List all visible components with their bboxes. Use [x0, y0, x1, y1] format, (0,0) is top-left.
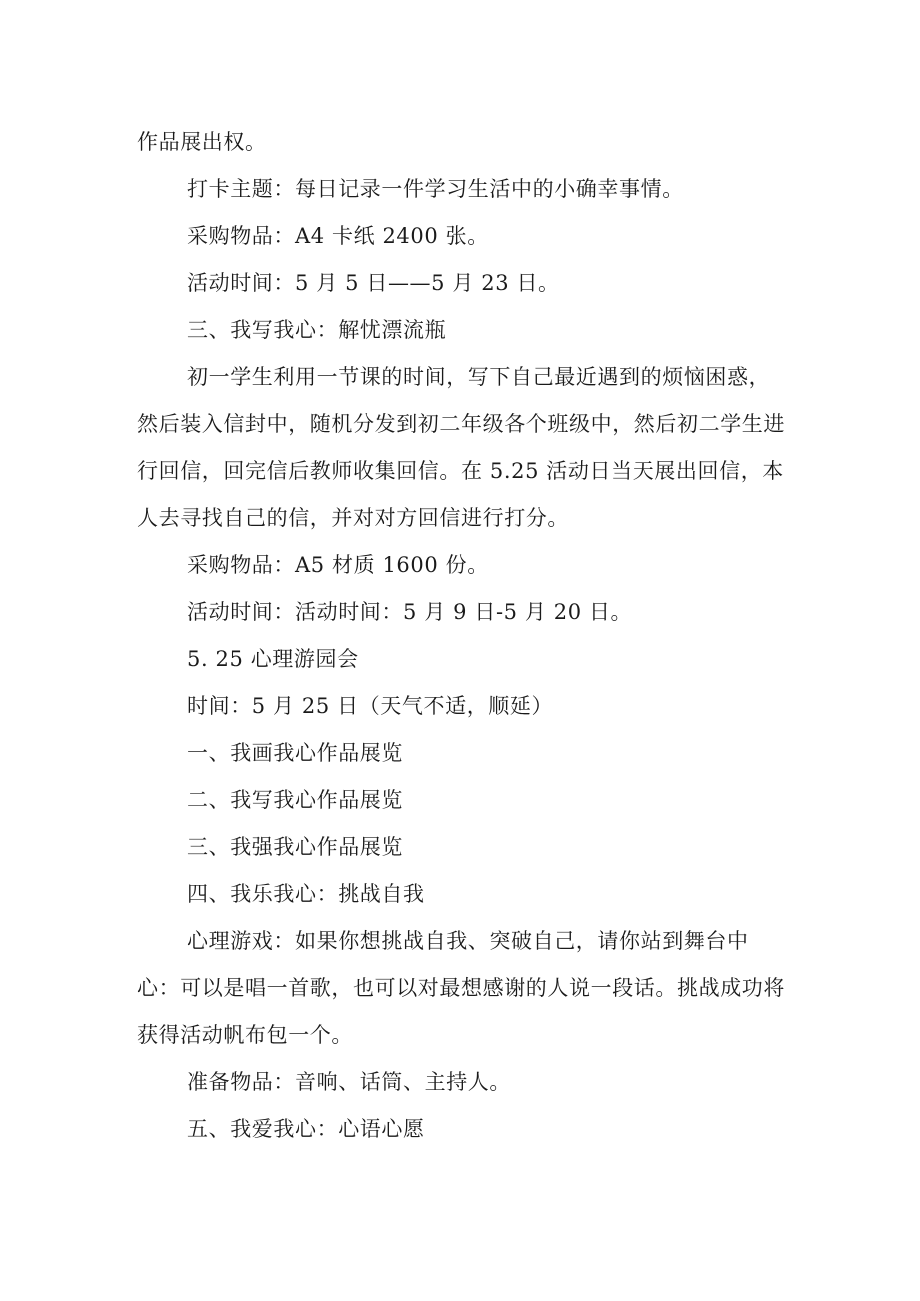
list-item-write-exhibition: 二、我写我心作品展览 — [187, 788, 403, 812]
list-item-draw-exhibition: 一、我画我心作品展览 — [187, 741, 403, 765]
text-line-purchase-a4: 采购物品：A4 卡纸 2400 张。 — [187, 224, 489, 248]
text-line-time-may5-23: 活动时间：5 月 5 日——5 月 23 日。 — [187, 271, 560, 295]
text-line-time-may25: 时间：5 月 25 日（天气不适，顺延） — [187, 694, 554, 718]
heading-garden-party: 5. 25 心理游园会 — [187, 647, 359, 671]
heading-write-my-heart: 三、我写我心：解忧漂流瓶 — [187, 318, 447, 342]
text-line-prepare-items: 准备物品：音响、话筒、主持人。 — [187, 1070, 511, 1094]
paragraph-drift-bottle: 初一学生利用一节课的时间，写下自己最近遇到的烦恼困惑，然后装入信封中，随机分发到初二年级各个班级中，然后初二学生进行回信，回完信后教师收集回信。在 5.25 活动日当天展出回信，本人去寻找自己的信，并对对方回信进行打分。 — [137, 365, 785, 530]
text-line-time-may9-20: 活动时间：活动时间：5 月 9 日-5 月 20 日。 — [187, 600, 633, 624]
text-line-checkin-theme: 打卡主题：每日记录一件学习生活中的小确幸事情。 — [187, 177, 684, 201]
text-line-purchase-a5: 采购物品：A5 材质 1600 份。 — [187, 553, 489, 577]
heading-love-my-heart: 五、我爱我心：心语心愿 — [187, 1117, 425, 1141]
list-item-strong-exhibition: 三、我强我心作品展览 — [187, 835, 403, 859]
text-line-exhibition-right: 作品展出权。 — [137, 130, 267, 154]
heading-challenge-self: 四、我乐我心：挑战自我 — [187, 882, 425, 906]
paragraph-psychological-game: 心理游戏：如果你想挑战自我、突破自己，请你站到舞台中心：可以是唱一首歌，也可以对最想感谢的人说一段话。挑战成功将获得活动帆布包一个。 — [137, 929, 785, 1047]
